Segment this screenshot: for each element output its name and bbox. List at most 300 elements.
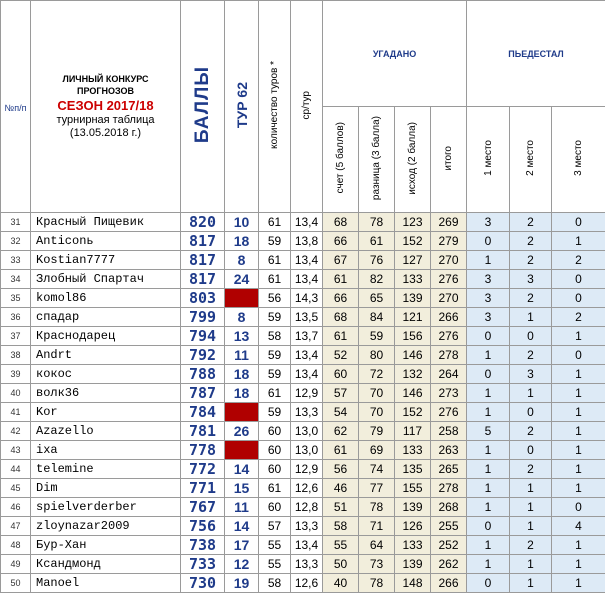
round-header [225, 1, 259, 213]
place1-label: 1 место [483, 140, 494, 176]
participant-name: spielverderber [31, 498, 181, 517]
avg-per-tour: 13,0 [291, 441, 323, 460]
place3-count: 2 [552, 251, 605, 270]
score-guessed: 56 [323, 460, 359, 479]
table-row [1, 232, 605, 251]
participant-name: Azazello [31, 422, 181, 441]
row-number: 42 [1, 422, 31, 441]
place2-count: 0 [510, 403, 552, 422]
total-guessed: 255 [431, 517, 467, 536]
avg-per-tour: 13,4 [291, 251, 323, 270]
place3-count: 1 [552, 536, 605, 555]
place1-count: 1 [467, 555, 510, 574]
table-row [1, 536, 605, 555]
contest-info [31, 1, 181, 213]
avg-per-tour: 13,3 [291, 403, 323, 422]
participant-name: Красный Пищевик [31, 213, 181, 232]
participant-name: Manoel [31, 574, 181, 593]
round-points: 26 [225, 422, 259, 441]
place1-count: 1 [467, 441, 510, 460]
row-number: 38 [1, 346, 31, 365]
contest-title-1: ЛИЧНЫЙ КОНКУРС [31, 73, 180, 85]
place2-count: 1 [510, 555, 552, 574]
place1-count: 0 [467, 365, 510, 384]
tours-count: 58 [259, 574, 291, 593]
points-value: 781 [181, 422, 225, 441]
place3-count: 1 [552, 327, 605, 346]
diff-guessed: 71 [359, 517, 395, 536]
place1-count: 3 [467, 289, 510, 308]
row-number: 50 [1, 574, 31, 593]
place2-count: 2 [510, 422, 552, 441]
place1-count: 3 [467, 213, 510, 232]
table-row [1, 574, 605, 593]
score-guessed: 66 [323, 289, 359, 308]
table-row [1, 441, 605, 460]
avg-per-tour: 13,4 [291, 365, 323, 384]
participant-name: telemine [31, 460, 181, 479]
points-value: 772 [181, 460, 225, 479]
row-number: 44 [1, 460, 31, 479]
place3-count: 1 [552, 479, 605, 498]
table-row [1, 403, 605, 422]
guessed-group-header: УГАДАНО [323, 1, 467, 107]
diff-guessed: 79 [359, 422, 395, 441]
tours-count: 59 [259, 403, 291, 422]
round-label: ТУР 62 [234, 82, 250, 128]
tours-count: 61 [259, 384, 291, 403]
table-row [1, 555, 605, 574]
diff-guessed: 74 [359, 460, 395, 479]
place3-count: 0 [552, 289, 605, 308]
table-date: (13.05.2018 г.) [31, 127, 180, 140]
tours-count: 59 [259, 308, 291, 327]
round-points: 18 [225, 365, 259, 384]
round-points: 12 [225, 555, 259, 574]
score-guessed: 46 [323, 479, 359, 498]
avg-per-tour: 13,8 [291, 232, 323, 251]
round-points [225, 289, 259, 308]
place3-count: 1 [552, 365, 605, 384]
round-points: 11 [225, 346, 259, 365]
place2-count: 2 [510, 460, 552, 479]
points-value: 730 [181, 574, 225, 593]
table-row [1, 251, 605, 270]
score-guessed: 50 [323, 555, 359, 574]
table-row [1, 213, 605, 232]
points-value: 817 [181, 251, 225, 270]
place3-count: 1 [552, 403, 605, 422]
place1-count: 1 [467, 403, 510, 422]
place2-count: 3 [510, 270, 552, 289]
outcome-guessed: 135 [395, 460, 431, 479]
total-guessed: 264 [431, 365, 467, 384]
total-guessed: 276 [431, 270, 467, 289]
diff-guessed: 61 [359, 232, 395, 251]
place1-header [467, 107, 510, 213]
outcome-guessed: 117 [395, 422, 431, 441]
place1-count: 1 [467, 460, 510, 479]
row-number: 32 [1, 232, 31, 251]
podium-group-header: ПЬЕДЕСТАЛ [467, 1, 605, 107]
place3-count: 1 [552, 441, 605, 460]
table-row [1, 327, 605, 346]
place1-count: 3 [467, 270, 510, 289]
points-value: 792 [181, 346, 225, 365]
avg-per-tour: 13,4 [291, 536, 323, 555]
tours-count: 61 [259, 479, 291, 498]
score-guessed: 61 [323, 270, 359, 289]
participant-name: Kostian7777 [31, 251, 181, 270]
avg-per-tour: 13,4 [291, 270, 323, 289]
place1-count: 1 [467, 536, 510, 555]
avg-label: ср/тур [301, 91, 312, 119]
outcome-guessed: 139 [395, 498, 431, 517]
round-points: 15 [225, 479, 259, 498]
place3-count: 1 [552, 232, 605, 251]
row-number: 35 [1, 289, 31, 308]
place1-count: 1 [467, 498, 510, 517]
score-guessed: 68 [323, 308, 359, 327]
place3-header [552, 107, 605, 213]
avg-per-tour: 13,3 [291, 517, 323, 536]
place1-count: 1 [467, 346, 510, 365]
outcome-guessed: 156 [395, 327, 431, 346]
row-number: 31 [1, 213, 31, 232]
place1-count: 0 [467, 574, 510, 593]
diff-guessed: 80 [359, 346, 395, 365]
total-guessed: 270 [431, 289, 467, 308]
total-guessed: 270 [431, 251, 467, 270]
diff-label: разница (3 балла) [371, 116, 382, 200]
place3-count: 1 [552, 574, 605, 593]
table-row [1, 422, 605, 441]
diff-guessed: 69 [359, 441, 395, 460]
place2-count: 2 [510, 536, 552, 555]
points-value: 794 [181, 327, 225, 346]
place1-count: 1 [467, 479, 510, 498]
total-guessed: 252 [431, 536, 467, 555]
tours-count: 59 [259, 232, 291, 251]
table-subtitle: турнирная таблица [31, 114, 180, 127]
avg-per-tour: 12,6 [291, 574, 323, 593]
diff-guessed: 64 [359, 536, 395, 555]
place2-count: 2 [510, 346, 552, 365]
tours-count: 60 [259, 441, 291, 460]
diff-guessed: 65 [359, 289, 395, 308]
place1-count: 0 [467, 517, 510, 536]
score-guessed: 66 [323, 232, 359, 251]
place2-count: 1 [510, 384, 552, 403]
participant-name: Dim [31, 479, 181, 498]
avg-header [291, 1, 323, 213]
score-guessed: 51 [323, 498, 359, 517]
round-points: 18 [225, 384, 259, 403]
header-row [1, 1, 605, 107]
points-value: 778 [181, 441, 225, 460]
place3-count: 2 [552, 308, 605, 327]
place3-count: 1 [552, 384, 605, 403]
round-points [225, 441, 259, 460]
total-label: итого [443, 146, 454, 171]
tours-count: 59 [259, 346, 291, 365]
place2-count: 2 [510, 251, 552, 270]
place3-count: 0 [552, 346, 605, 365]
avg-per-tour: 13,3 [291, 555, 323, 574]
outcome-guessed: 152 [395, 403, 431, 422]
row-number: 33 [1, 251, 31, 270]
score-guessed: 61 [323, 441, 359, 460]
tours-count: 60 [259, 498, 291, 517]
place2-count: 1 [510, 574, 552, 593]
participant-name: Бур-Хан [31, 536, 181, 555]
place1-count: 0 [467, 232, 510, 251]
total-header [431, 107, 467, 213]
points-value: 733 [181, 555, 225, 574]
total-guessed: 262 [431, 555, 467, 574]
score-label: счет (5 баллов) [335, 122, 346, 193]
tours-count-header [259, 1, 291, 213]
points-value: 738 [181, 536, 225, 555]
diff-guessed: 59 [359, 327, 395, 346]
total-guessed: 263 [431, 441, 467, 460]
points-value: 756 [181, 517, 225, 536]
place2-header [510, 107, 552, 213]
place3-count: 1 [552, 555, 605, 574]
diff-guessed: 78 [359, 213, 395, 232]
place2-count: 0 [510, 327, 552, 346]
diff-header [359, 107, 395, 213]
outcome-label: исход (2 балла) [407, 122, 418, 195]
points-value: 787 [181, 384, 225, 403]
tours-count: 56 [259, 289, 291, 308]
points-label: БАЛЛЫ [192, 66, 214, 143]
outcome-guessed: 133 [395, 270, 431, 289]
row-number: 43 [1, 441, 31, 460]
participant-name: Ксандмонд [31, 555, 181, 574]
tours-count: 61 [259, 213, 291, 232]
tours-count: 55 [259, 555, 291, 574]
avg-per-tour: 13,4 [291, 213, 323, 232]
score-guessed: 68 [323, 213, 359, 232]
tours-count: 59 [259, 365, 291, 384]
place1-count: 5 [467, 422, 510, 441]
diff-guessed: 77 [359, 479, 395, 498]
outcome-guessed: 133 [395, 536, 431, 555]
place2-label: 2 место [525, 140, 536, 176]
outcome-guessed: 139 [395, 289, 431, 308]
outcome-guessed: 139 [395, 555, 431, 574]
points-value: 767 [181, 498, 225, 517]
total-guessed: 265 [431, 460, 467, 479]
row-number: 40 [1, 384, 31, 403]
row-number: 45 [1, 479, 31, 498]
table-row [1, 289, 605, 308]
outcome-guessed: 155 [395, 479, 431, 498]
place2-count: 0 [510, 441, 552, 460]
avg-per-tour: 13,5 [291, 308, 323, 327]
total-guessed: 266 [431, 308, 467, 327]
standings-body [1, 213, 605, 593]
contest-title-2: ПРОГНОЗОВ [31, 85, 180, 97]
place2-count: 3 [510, 365, 552, 384]
total-guessed: 268 [431, 498, 467, 517]
round-points: 10 [225, 213, 259, 232]
round-points: 14 [225, 517, 259, 536]
place1-count: 3 [467, 308, 510, 327]
table-row [1, 308, 605, 327]
outcome-guessed: 126 [395, 517, 431, 536]
avg-per-tour: 14,3 [291, 289, 323, 308]
row-number: 36 [1, 308, 31, 327]
diff-guessed: 70 [359, 384, 395, 403]
avg-per-tour: 12,6 [291, 479, 323, 498]
table-row [1, 479, 605, 498]
total-guessed: 276 [431, 403, 467, 422]
place3-count: 1 [552, 422, 605, 441]
points-value: 803 [181, 289, 225, 308]
round-points: 19 [225, 574, 259, 593]
score-guessed: 52 [323, 346, 359, 365]
table-row [1, 346, 605, 365]
score-guessed: 61 [323, 327, 359, 346]
round-points [225, 403, 259, 422]
score-guessed: 58 [323, 517, 359, 536]
place2-count: 1 [510, 517, 552, 536]
participant-name: zloynazar2009 [31, 517, 181, 536]
points-header [181, 1, 225, 213]
outcome-header [395, 107, 431, 213]
outcome-guessed: 133 [395, 441, 431, 460]
outcome-guessed: 146 [395, 384, 431, 403]
score-guessed: 57 [323, 384, 359, 403]
round-points: 17 [225, 536, 259, 555]
diff-guessed: 78 [359, 498, 395, 517]
participant-name: Краснодарец [31, 327, 181, 346]
outcome-guessed: 132 [395, 365, 431, 384]
diff-guessed: 76 [359, 251, 395, 270]
points-value: 784 [181, 403, 225, 422]
points-value: 817 [181, 232, 225, 251]
participant-name: Kor [31, 403, 181, 422]
points-value: 817 [181, 270, 225, 289]
place3-count: 0 [552, 498, 605, 517]
total-guessed: 278 [431, 479, 467, 498]
row-number: 34 [1, 270, 31, 289]
col-num-header [1, 1, 31, 213]
total-guessed: 269 [431, 213, 467, 232]
outcome-guessed: 148 [395, 574, 431, 593]
tours-count: 58 [259, 327, 291, 346]
diff-guessed: 78 [359, 574, 395, 593]
score-guessed: 67 [323, 251, 359, 270]
table-row [1, 517, 605, 536]
score-guessed: 62 [323, 422, 359, 441]
place1-count: 1 [467, 251, 510, 270]
score-guessed: 40 [323, 574, 359, 593]
participant-name: komol86 [31, 289, 181, 308]
total-guessed: 278 [431, 346, 467, 365]
row-number: 39 [1, 365, 31, 384]
round-points: 14 [225, 460, 259, 479]
tours-count: 60 [259, 422, 291, 441]
participant-name: Anticonь [31, 232, 181, 251]
avg-per-tour: 13,7 [291, 327, 323, 346]
tours-count: 61 [259, 270, 291, 289]
place3-count: 0 [552, 270, 605, 289]
outcome-guessed: 121 [395, 308, 431, 327]
tours-count: 57 [259, 517, 291, 536]
participant-name: Злобный Спартач [31, 270, 181, 289]
place1-count: 1 [467, 384, 510, 403]
score-guessed: 54 [323, 403, 359, 422]
col-num-label: №п/п [5, 103, 27, 113]
total-guessed: 273 [431, 384, 467, 403]
tours-count: 61 [259, 251, 291, 270]
avg-per-tour: 12,9 [291, 460, 323, 479]
round-points: 13 [225, 327, 259, 346]
table-row [1, 498, 605, 517]
place3-count: 0 [552, 213, 605, 232]
row-number: 48 [1, 536, 31, 555]
season-label: СЕЗОН 2017/18 [31, 97, 180, 114]
tours-count-label: количество туров * [269, 61, 280, 149]
diff-guessed: 82 [359, 270, 395, 289]
participant-name: волк36 [31, 384, 181, 403]
outcome-guessed: 123 [395, 213, 431, 232]
table-row [1, 460, 605, 479]
participant-name: Andrt [31, 346, 181, 365]
round-points: 24 [225, 270, 259, 289]
table-row [1, 384, 605, 403]
diff-guessed: 70 [359, 403, 395, 422]
points-value: 788 [181, 365, 225, 384]
diff-guessed: 73 [359, 555, 395, 574]
tours-count: 60 [259, 460, 291, 479]
row-number: 46 [1, 498, 31, 517]
round-points: 8 [225, 251, 259, 270]
round-points: 8 [225, 308, 259, 327]
score-header [323, 107, 359, 213]
place2-count: 1 [510, 479, 552, 498]
avg-per-tour: 13,4 [291, 346, 323, 365]
participant-name: кокос [31, 365, 181, 384]
table-row [1, 365, 605, 384]
place1-count: 0 [467, 327, 510, 346]
place3-count: 1 [552, 460, 605, 479]
diff-guessed: 72 [359, 365, 395, 384]
total-guessed: 258 [431, 422, 467, 441]
total-guessed: 279 [431, 232, 467, 251]
diff-guessed: 84 [359, 308, 395, 327]
total-guessed: 266 [431, 574, 467, 593]
avg-per-tour: 12,9 [291, 384, 323, 403]
place2-count: 1 [510, 498, 552, 517]
points-value: 820 [181, 213, 225, 232]
outcome-guessed: 127 [395, 251, 431, 270]
place3-count: 4 [552, 517, 605, 536]
table-row [1, 270, 605, 289]
avg-per-tour: 12,8 [291, 498, 323, 517]
score-guessed: 60 [323, 365, 359, 384]
tours-count: 55 [259, 536, 291, 555]
outcome-guessed: 152 [395, 232, 431, 251]
place2-count: 2 [510, 289, 552, 308]
row-number: 47 [1, 517, 31, 536]
row-number: 41 [1, 403, 31, 422]
round-points: 11 [225, 498, 259, 517]
row-number: 49 [1, 555, 31, 574]
